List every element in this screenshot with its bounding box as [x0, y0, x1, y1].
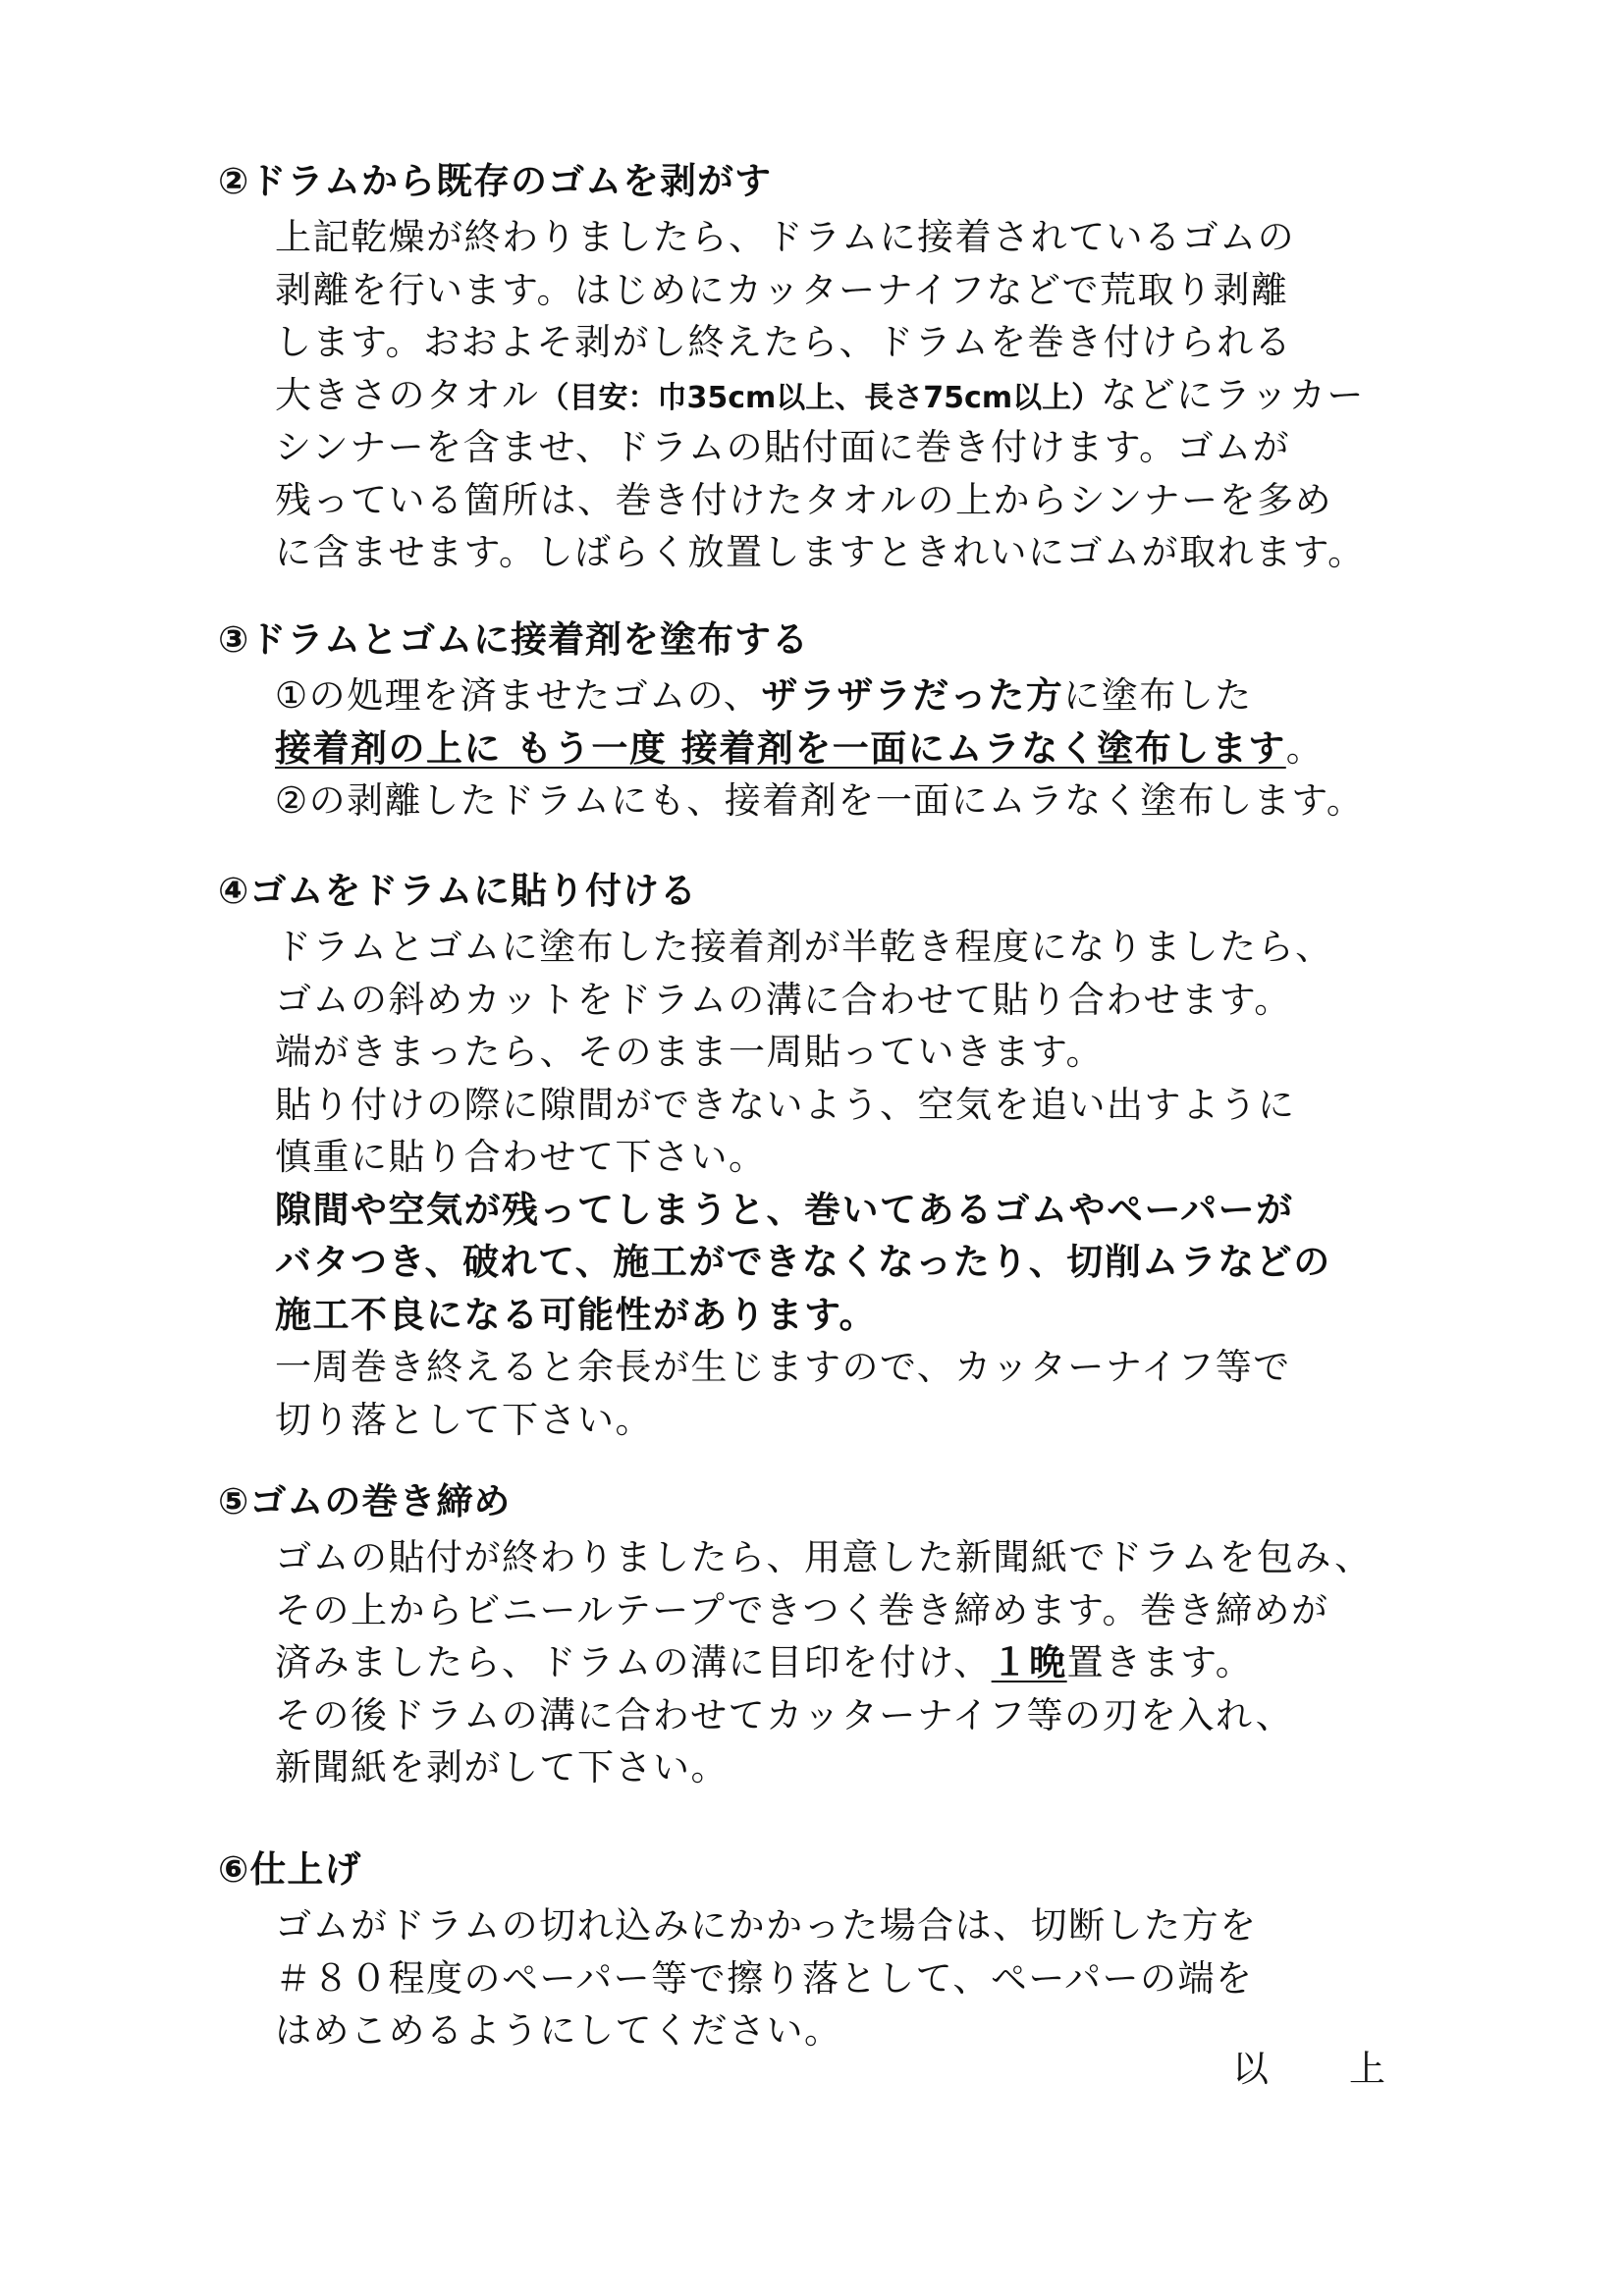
body-line: 新聞紙を剥がして下さい。	[275, 1746, 729, 1789]
body-line: ゴムの斜めカットをドラムの溝に合わせて貼り合わせます。	[275, 978, 1292, 1021]
section-body	[275, 669, 1416, 828]
body-line: その上からビニールテープできつく巻き締めます。巻き締めが	[275, 1588, 1329, 1631]
body-text-segment: 済みましたら、ドラムの溝に目印を付け、	[275, 1641, 992, 1683]
body-line: 貼り付けの際に隙間ができないよう、空気を追い出すように	[275, 1083, 1296, 1126]
section-attach-rubber	[218, 862, 1416, 1446]
body-line: 切り落として下さい。	[275, 1398, 653, 1441]
closing-char: 上	[1349, 2048, 1385, 2090]
body-text-segment: などにラッカー	[1101, 373, 1365, 416]
adhesive-instruction-emphasis: 接着剤の上に もう一度 接着剤を一面にムラなく塗布します	[275, 726, 1286, 770]
section-finishing	[218, 1841, 1416, 2057]
warning-line: 隙間や空気が残ってしまうと、巻いてあるゴムやペーパーが	[275, 1188, 1294, 1231]
section-body	[275, 1899, 1416, 2057]
body-line: シンナーを含ませ、ドラムの貼付面に巻き付けます。ゴムが	[275, 426, 1291, 468]
section-heading: ⑥仕上げ	[218, 1848, 362, 1891]
closing-remark	[1232, 2043, 1385, 2096]
body-line: 上記乾燥が終わりましたら、ドラムに接着されているゴムの	[275, 216, 1296, 258]
section-remove-old-rubber	[218, 152, 1416, 579]
body-line	[275, 669, 1416, 722]
body-text-segment: ①の処理を済ませたゴムの、	[275, 674, 762, 717]
section-body	[275, 921, 1416, 1446]
section-body	[275, 211, 1416, 579]
section-heading: ③ドラムとゴムに接着剤を塗布する	[218, 618, 809, 661]
section-heading: ⑤ゴムの巻き締め	[218, 1480, 512, 1522]
body-line: ゴムがドラムの切れ込みにかかった場合は、切断した方を	[275, 1904, 1258, 1947]
body-line: 残っている箇所は、巻き付けたタオルの上からシンナーを多め	[275, 478, 1333, 521]
section-apply-adhesive	[218, 611, 1416, 828]
body-text-segment: 置きます。	[1066, 1641, 1254, 1683]
body-line: ②の剥離したドラムにも、接着剤を一面にムラなく塗布します。	[275, 779, 1365, 822]
body-line	[275, 1636, 1416, 1689]
body-text-segment: 大きさのタオル	[275, 373, 540, 416]
section-tighten-rubber	[218, 1472, 1416, 1794]
body-line: 剥離を行います。はじめにカッターナイフなどで荒取り剥離	[275, 268, 1289, 311]
section-body	[275, 1531, 1416, 1794]
body-line: します。おおよそ剥がし終えたら、ドラムを巻き付けられる	[275, 321, 1293, 363]
section-heading: ④ゴムをドラムに貼り付ける	[218, 870, 697, 912]
body-line: ＃８０程度のペーパー等で擦り落として、ペーパーの端を	[275, 1956, 1254, 2000]
closing-char: 以	[1232, 2048, 1269, 2090]
warning-line: 施工不良になる可能性があります。	[275, 1293, 878, 1336]
body-line	[275, 722, 1416, 775]
body-line: 一周巻き終えると余長が生じますので、カッターナイフ等で	[275, 1346, 1291, 1388]
section-heading: ②ドラムから既存のゴムを剥がす	[218, 160, 772, 202]
body-line: その後ドラムの溝に合わせてカッターナイフ等の刃を入れ、	[275, 1693, 1294, 1736]
towel-size-note: （目安：巾35cm以上、長さ75cm以上）	[539, 380, 1102, 415]
body-line: に含ませます。しばらく放置しますときれいにゴムが取れます。	[275, 531, 1366, 573]
warning-line: バタつき、破れて、施工ができなくなったり、切削ムラなどの	[275, 1241, 1331, 1283]
rough-side-emphasis: ザラザラだった方	[761, 674, 1064, 717]
body-line: はめこめるようにしてください。	[275, 2009, 842, 2052]
overnight-emphasis: １晩	[991, 1641, 1067, 1683]
body-text-segment: 。	[1285, 726, 1325, 770]
body-line: 慎重に貼り合わせて下さい。	[275, 1136, 767, 1178]
body-line: ドラムとゴムに塗布した接着剤が半乾き程度になりましたら、	[275, 926, 1333, 968]
body-line: ゴムの貼付が終わりましたら、用意した新聞紙でドラムを包み、	[275, 1536, 1373, 1578]
body-line	[275, 369, 1416, 422]
body-line: 端がきまったら、そのまま一周貼っていきます。	[275, 1031, 1105, 1073]
body-text-segment: に塗布した	[1063, 674, 1253, 717]
